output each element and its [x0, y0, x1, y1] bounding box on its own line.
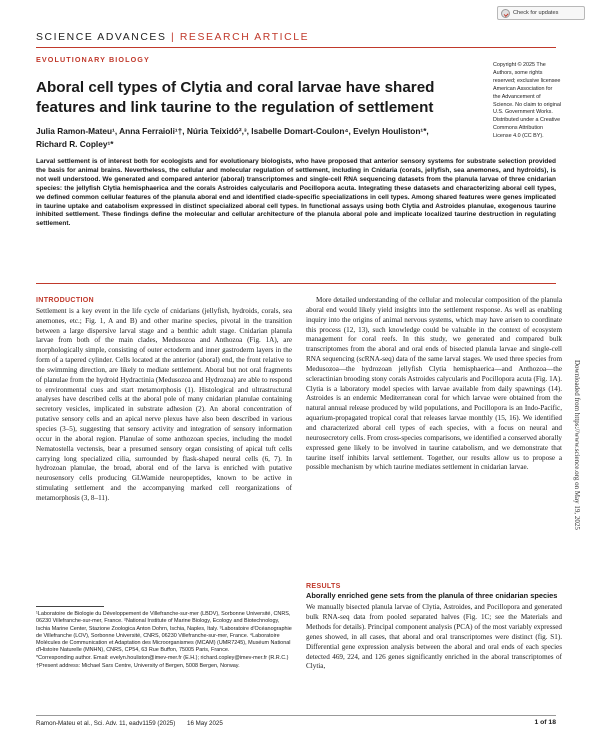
- introduction-heading: INTRODUCTION: [36, 296, 94, 304]
- check-for-updates-badge[interactable]: [497, 6, 585, 20]
- corresponding-author-footnote: *Corresponding author. Email: evelyn.houliston@imev-mer.fr (E.H.); richard.copley@imev-mer.fr (R.R.C.): [36, 655, 289, 662]
- results-section: [306, 582, 562, 701]
- publication-date: 16 May 2025: [187, 720, 223, 727]
- footnotes: [36, 611, 292, 709]
- journal-name: SCIENCE ADVANCES: [36, 32, 167, 43]
- article-title: Aboral cell types of Clytia and coral larvae have shared features and link taurine to the regulation of settlement: [36, 79, 435, 116]
- body-paragraph: More detailed understanding of the cellular and molecular composition of the planula aboral end would likely yield insights into the settlement response. As well as enabling inquiry into the origins of animal nervous systems, which may have arisen to coordinate this process (12, 13), such knowledge could be valuable in the context of ecosystem management for coral reefs. In this study, we generated and compared bulk transcriptomes from the aboral and oral ends of bisected planula larvae and single-cell RNA sequencing (scRNA-seq) data of the same larval stages. We used three species from Medusozoa—the hydrozoan jellyfish Clytia hemisphaerica—and Anthozoa—the scleractinian brooding stony corals Astroides calycularis and Pocillopora acuta (Fig. 1A). Clytia is a laboratory model species with larvae available from daily spawnings (14). Astroides is an endemic Mediterranean coral for which larvae were obtained from the natural annual release produced by wild populations, and Pocillopora is an Indo-Pacific, aquarium-propagated tropical coral that releases larvae monthly (15, 16). We identified and characterized aboral cell types of each species, with a focus on neural and neurosecretory cells. From cross-species comparisons, we identified a conserved aborally expressed gene likely to be involved in taurine catabolism, and we demonstrate that taurine itself inhibits larval settlement. Together, our results allow us to propose a possible mechanism by which taurine mediates settlement in cnidarian larvae.: [306, 296, 562, 472]
- present-address-footnote: †Present address: Michael Sars Centre, University of Bergen, 5008 Bergen, Norway.: [36, 663, 240, 670]
- abstract: Larval settlement is of interest both for ecologists and for evolutionary biologists, who have proposed that anterior sensory systems for substrate selection provided the basis for animal brains. Nevertheless, the cellular and molecular regulation of settlement, including in Cnidaria (corals, jellyfish, sea anemones, and hydroids), is not well understood. We generated and compared anterior (aboral) transcriptomes and single-cell RNA sequencing datasets from the planula larvae of three cnidarian species: the jellyfish Clytia hemisphaerica and the corals Astroides calycularis and Pocillopora acuta. Integrating these datasets and characterizing aboral cell types, we defined common cellular features of the planula aboral end and identified clade-specific specializations in cell types. Among shared features were genes implicated in taurine uptake and catabolism expressed in distinct specialized aboral cell types. In functional assays using both Clytia and Astroides planulae, exogenous taurine inhibited settlement. These findings define the molecular and cellular architecture of the planula aboral pole and implicate localized taurine destruction in regulating settlement.: [36, 158, 556, 228]
- results-paragraph: We manually bisected planula larvae of Clytia, Astroides, and Pocillopora and generated bulk RNA-seq data from pooled separated halves (Fig. 1C; see the Materials and Methods for details). Principal component analysis (PCA) of the most variably expressed genes showed, in all cases, that aboral and oral transcriptomes were distinct (fig. S1). Differential gene expression analysis between the aboral and oral ends of each species detected 469, 224, and 126 genes significantly enriched in the aboral transcriptomes of Clytia,: [306, 603, 562, 671]
- header-rule: [36, 47, 556, 48]
- journal-header: [36, 32, 309, 43]
- affiliations-footnote: ¹Laboratoire de Biologie du Développement de Villefranche-sur-mer (LBDV), Sorbonne Université, CNRS, 06230 Villefranche-sur-mer, France. ²National Institute of Marine Biology, Ecology and Biotechnology, Ischia Marine Center, Stazione Zoologica Anton Dohrn, Ischia, Naples, Italy. ³Laboratoire d'Océanographie de Villefranche (LOV), Sorbonne Université, CNRS, 06230 Villefranche-sur-mer, France. ⁴Laboratoire Molécules de Communication et Adaptation des Microorganismes (MCAM) (UMR7245), Muséum National d'Histoire Naturelle (MNHN), CNRS, CP54, 63 Rue Buffon, 75005 Paris, France.: [36, 611, 292, 654]
- header-separator: |: [171, 32, 176, 43]
- introduction-column: [36, 296, 292, 596]
- results-heading: RESULTS: [306, 582, 341, 590]
- download-watermark-text: Downloaded from https://www.science.org on May 19, 2025: [573, 360, 581, 530]
- author-list: Julia Ramon-Mateu¹, Anna Ferraioli¹†, Núria Teixidó²,³, Isabelle Domart-Coulon⁴, Evelyn Houliston¹*, Richard R. Copley¹*: [36, 126, 429, 149]
- right-column: [306, 296, 562, 564]
- introduction-paragraph: Settlement is a key event in the life cycle of cnidarians (jellyfish, hydroids, corals, sea anemones, etc.; Fig. 1, A and B) and other marine species, pivotal in the transition between a large dispersive larval stage and a benthic adult stage. Cnidarian planula larvae from both of the main clades, Medusozoa and Anthozoa (Fig. 1A), are morphologically simple, consisting of outer ectoderm and inner gastroderm layers in the form of a tapered cylinder. Cells located at the anterior (aboral) end, the front relative to the swimming direction, are likely to mediate settlement. Aboral but not oral fragments of planulae from the hydroid Hydractinia (Medusozoa and Hydrozoa) are able to respond to environmental cues and start metamorphosis (1). Histological and ultrastructural analyses have described cells at the aboral pole of many cnidarian planulae containing secretory vesicles, implicated in substrate adhesion (2). An aboral concentration of putative sensory cells and an apical nerve plexus have also been described in various species (3–5), suggesting that sensory activity and integration of sensory information occur in the aboral region. Planulae of some anthozoan species, including the model Nematostella vectensis, bear a presumed sensory organ consisting of apical tuft cells carrying long specialized cilia, surrounded by flask-shaped neural cells (6, 7). In hydrozoan planulae, the broad, aboral end of the larva is enriched with putative neurosensory cells producing GLWamide neuropeptides, known to be active in stimulating settlement and the accompanying marked cell reorganizations of metamorphosis (3, 8–11).: [36, 306, 292, 502]
- section-label: EVOLUTIONARY BIOLOGY: [36, 55, 150, 64]
- copyright-notice: Copyright © 2025 The Authors, some rights reserved; exclusive licensee American Association for the Advancement of Science. No claim to original U.S. Government Works. Distributed under a Creative Commons Attribution License 4.0 (CC BY).: [493, 62, 562, 140]
- article-type: RESEARCH ARTICLE: [179, 32, 310, 43]
- footer-citation: [36, 720, 223, 727]
- footnote-rule: [36, 606, 104, 607]
- download-watermark: [570, 280, 584, 610]
- check-updates-icon: [501, 9, 510, 18]
- results-subheading: Aborally enriched gene sets from the planula of three cnidarian species: [306, 591, 558, 600]
- citation-text: Ramon-Mateu et al., Sci. Adv. 11, eadv1159 (2025): [36, 720, 176, 727]
- check-updates-label: Check for updates: [513, 10, 559, 16]
- abstract-rule: [36, 283, 556, 284]
- footer-rule: [36, 715, 556, 716]
- page-number: 1 of 18: [534, 719, 556, 726]
